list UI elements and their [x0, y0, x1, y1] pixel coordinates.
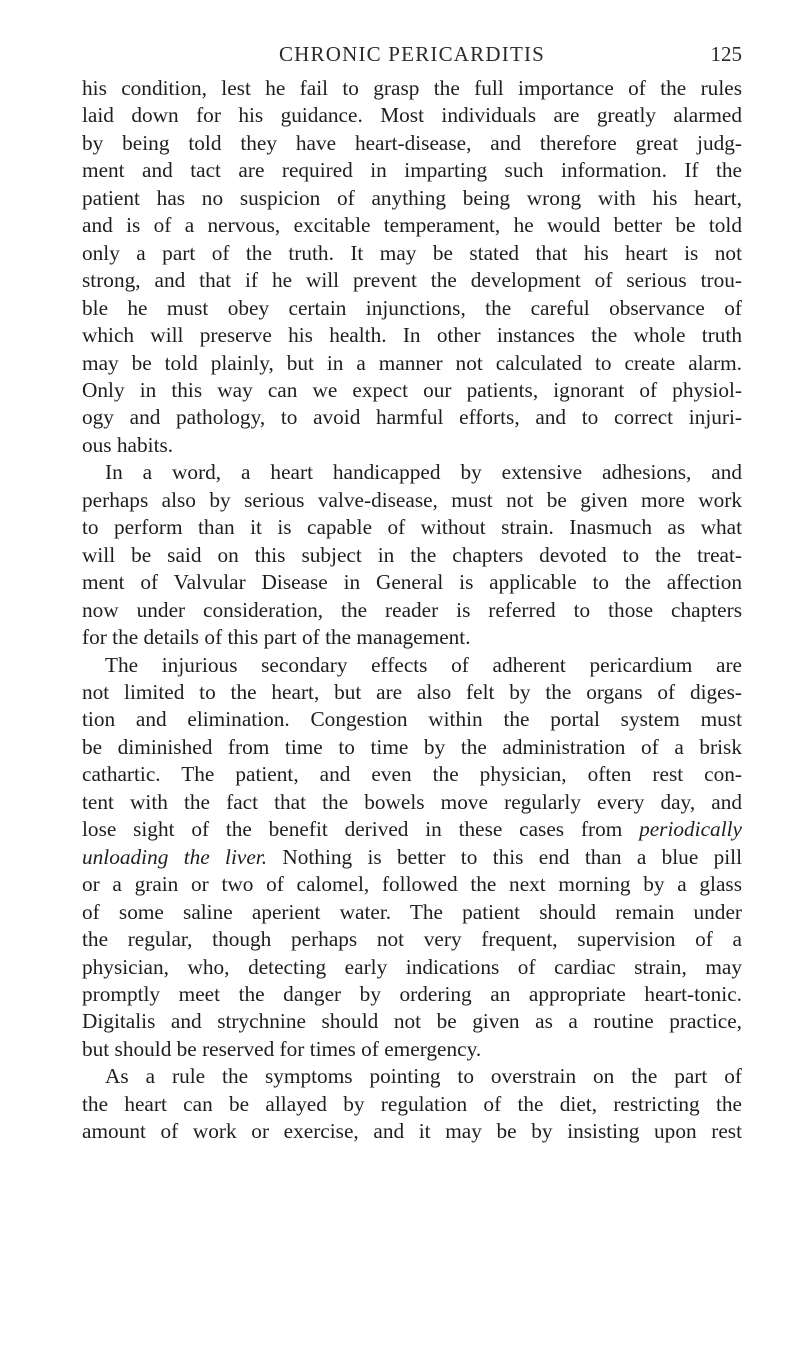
text-line: ous habits.: [82, 432, 174, 457]
text-line: ble he must obey certain injunctions, the careful observance of: [82, 295, 742, 320]
text-line: The injurious secondary effects of adherent pericardium are: [105, 652, 742, 677]
text-line: or a grain or two of calomel, followed the next morning by a glass: [82, 872, 742, 897]
text-line: tent with the fact that the bowels move regularly every day, and: [82, 789, 742, 814]
italic-text: unloading the liver.: [82, 844, 268, 869]
text-line: will be said on this subject in the chapters devoted to the treat-: [82, 542, 742, 567]
text-line: and is of a nervous, excitable temperament, he would better be told: [82, 213, 742, 238]
text-line: but should be reserved for times of emergency.: [82, 1036, 482, 1061]
body-text: [82, 75, 742, 1146]
text-line: Only in this way can we expect our patients, ignorant of physiol-: [82, 377, 742, 402]
text-line: Digitalis and strychnine should not be given as a routine practice,: [82, 1009, 742, 1034]
text-line: patient has no suspicion of anything being wrong with his heart,: [82, 185, 742, 210]
text-line: by being told they have heart-disease, and therefore great judg-: [82, 130, 742, 155]
text-line: his condition, lest he fail to grasp the full importance of the rules: [82, 76, 742, 100]
book-page: [82, 0, 742, 1354]
text-segment: lose sight of the benefit derived in these cases from: [82, 817, 640, 842]
text-line: promptly meet the danger by ordering an appropriate heart-tonic.: [82, 981, 742, 1006]
page-number: 125: [710, 42, 742, 66]
text-line: ment and tact are required in imparting such information. If the: [82, 158, 742, 183]
text-segment: Nothing is better to this end than a blue pill: [267, 844, 742, 869]
text-line: perhaps also by serious valve-disease, must not be given more work: [82, 487, 742, 512]
text-line: strong, and that if he will prevent the development of serious trou-: [82, 268, 742, 293]
text-line: cathartic. The patient, and even the physician, often rest con-: [82, 762, 742, 787]
text-line: [82, 816, 742, 843]
running-head: [82, 42, 742, 72]
italic-text: periodically: [639, 817, 742, 842]
text-line: ogy and pathology, to avoid harmful efforts, and to correct injuri-: [82, 405, 742, 430]
text-line: In a word, a heart handicapped by extensive adhesions, and: [105, 460, 742, 485]
text-line: ment of Valvular Disease in General is applicable to the affection: [82, 570, 742, 595]
text-line: the heart can be allayed by regulation of the diet, restricting the: [82, 1091, 742, 1116]
text-line: of some saline aperient water. The patient should remain under: [82, 899, 742, 924]
text-line: now under consideration, the reader is referred to those chapters: [82, 597, 742, 622]
text-line: not limited to the heart, but are also felt by the organs of diges-: [82, 679, 742, 704]
text-line: laid down for his guidance. Most individuals are greatly alarmed: [82, 103, 742, 128]
text-line: physician, who, detecting early indications of cardiac strain, may: [82, 954, 742, 979]
text-line: may be told plainly, but in a manner not calculated to create alarm.: [82, 350, 742, 375]
text-line: tion and elimination. Congestion within the portal system must: [82, 707, 742, 732]
text-line: the regular, though perhaps not very frequent, supervision of a: [82, 927, 742, 952]
text-line: which will preserve his health. In other instances the whole truth: [82, 323, 742, 348]
text-line: to perform than it is capable of without strain. Inasmuch as what: [82, 515, 742, 540]
text-line: only a part of the truth. It may be stated that his heart is not: [82, 240, 742, 265]
text-line: for the details of this part of the management.: [82, 625, 471, 650]
text-line: be diminished from time to time by the administration of a brisk: [82, 734, 742, 759]
text-line: As a rule the symptoms pointing to overstrain on the part of: [105, 1064, 742, 1089]
running-title: CHRONIC PERICARDITIS: [278, 42, 546, 66]
text-line: [82, 844, 742, 871]
text-line: amount of work or exercise, and it may be by insisting upon rest: [82, 1119, 742, 1144]
